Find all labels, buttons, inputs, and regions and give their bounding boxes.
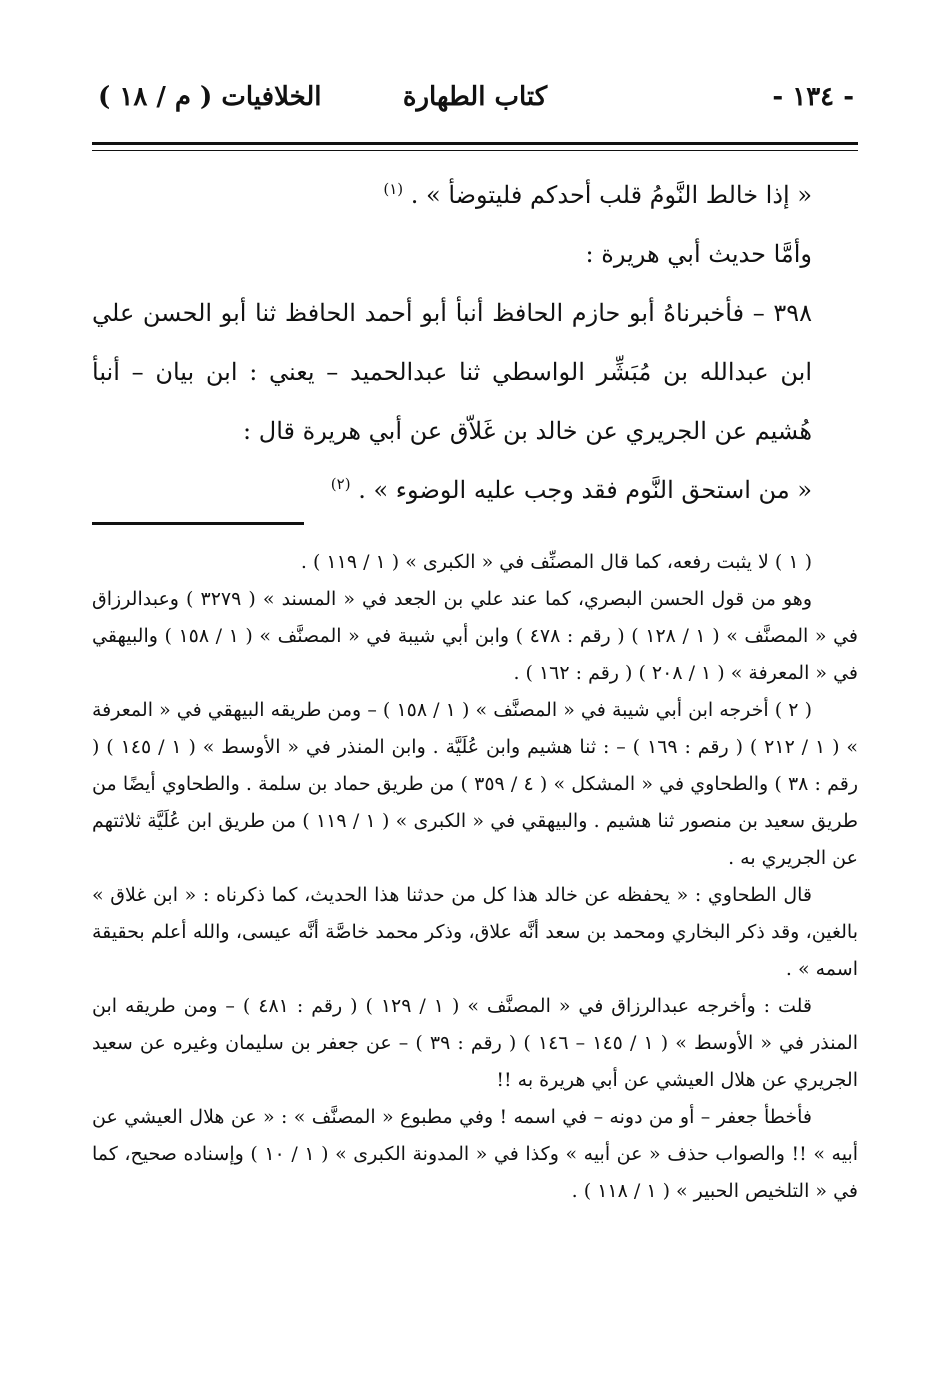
footnotes [92,544,858,1210]
footnote-2-a: ( ٢ ) أخرجه ابن أبي شيبة في « المصنَّف » ( ١ / ١٥٨ ) – ومن طريقه البيهقي في « المعرفة » ( ١ / ٢١٢ ) ( رقم : ١٦٩ ) – : ثنا هشيم وابن عُلَيَّة . وابن المنذر في « الأوسط » ( ١ / ١٤٥ ) ( رقم : ٣٨ ) والطحاوي في « المشكل » ( ٤ / ٣٥٩ ) من طريق حماد بن سلمة . والطحاوي أيضًا من طريق سعيد بن منصور ثنا هشيم . والبيهقي في « الكبرى » ( ١ / ١١٩ ) من طريق ابن عُلَيَّة ثلاثتهم عن الجريري به . [92,699,859,869]
header-rule-thick [92,142,858,145]
book-title: كتاب الطهارة [402,82,548,112]
hadith-line-2 [92,461,858,520]
book-page [92,0,858,1386]
hadith-text: « إذا خالط النَّومُ قلب أحدكم فليتوضأ » . [410,181,812,209]
footnote-1-a: ( ١ ) لا يثبت رفعه، كما قال المصنِّف في « الكبرى » ( ١ / ١١٩ ) . [300,551,812,573]
footnote-2-c: قلت : وأخرجه عبدالرزاق في « المصنَّف » ( ١ / ١٢٩ ) ( رقم : ٤٨١ ) – ومن طريقه ابن المنذر في « الأوسط » ( ١ / ١٤٥ – ١٤٦ ) ( رقم : ٣٩ ) – عن جعفر بن سليمان وغيره عن سعيد الجريري عن هلال العيشي عن أبي هريرة به !! [92,995,859,1091]
running-head: الخلافيات ( م / ١٨ ) [98,82,322,112]
footnote-2-b: قال الطحاوي : « يحفظه عن خالد هذا كل من حدثنا هذا الحديث، كما ذكرناه : « ابن غلاق » بالغين، وقد ذكر البخاري ومحمد بن سعد أنَّه علاق، وذكر محمد خاصَّة أنَّه عيسى، والله أعلم بحقيقة اسمه » . [92,884,858,980]
hadith-line [92,166,858,225]
footnote-ref-1: (١) [383,180,404,198]
footnote-2-d: فأخطأ جعفر – أو من دونه – في اسمه ! وفي مطبوع « المصنَّف » : « عن هلال العيشي عن أبيه » !! والصواب حذف « عن أبيه » وكذا في « المدونة الكبرى » ( ١ / ١٠ ) وإسناده صحيح، كما في « التلخيص الحبير » ( ١ / ١١٨ ) . [92,1106,859,1202]
hadith-text-2: « من استحق النَّوم فقد وجب عليه الوضوء » . [358,476,812,504]
section-intro: وأمَّا حديث أبي هريرة : [585,240,812,268]
footnote-1-b: وهو من قول الحسن البصري، كما عند علي بن الجعد في « المسند » ( ٣٢٧٩ ) وعبدالرزاق في « المصنَّف » ( ١ / ١٢٨ ) ( رقم : ٤٧٨ ) وابن أبي شيبة في « المصنَّف » ( ١ / ١٥٨ ) والبيهقي في « المعرفة » ( ١ / ٢٠٨ ) ( رقم : ١٦٢ ) . [92,588,858,684]
header-rule-thin [92,150,858,151]
footnote-separator [92,522,304,525]
footnote-ref-2: (٢) [330,475,351,493]
main-text [92,166,858,520]
page-number: - ١٣٤ - [772,82,854,112]
page-header [92,82,858,132]
paragraph-398: ٣٩٨ – فأخبرناهُ أبو حازم الحافظ أنبأ أبو أحمد الحافظ ثنا أبو الحسن علي ابن عبدالله بن مُبَشِّر الواسطي ثنا عبدالحميد – يعني : ابن بيان – أنبأ هُشيم عن الجريري عن خالد بن غَلاّق عن أبي هريرة قال : [92,299,812,445]
